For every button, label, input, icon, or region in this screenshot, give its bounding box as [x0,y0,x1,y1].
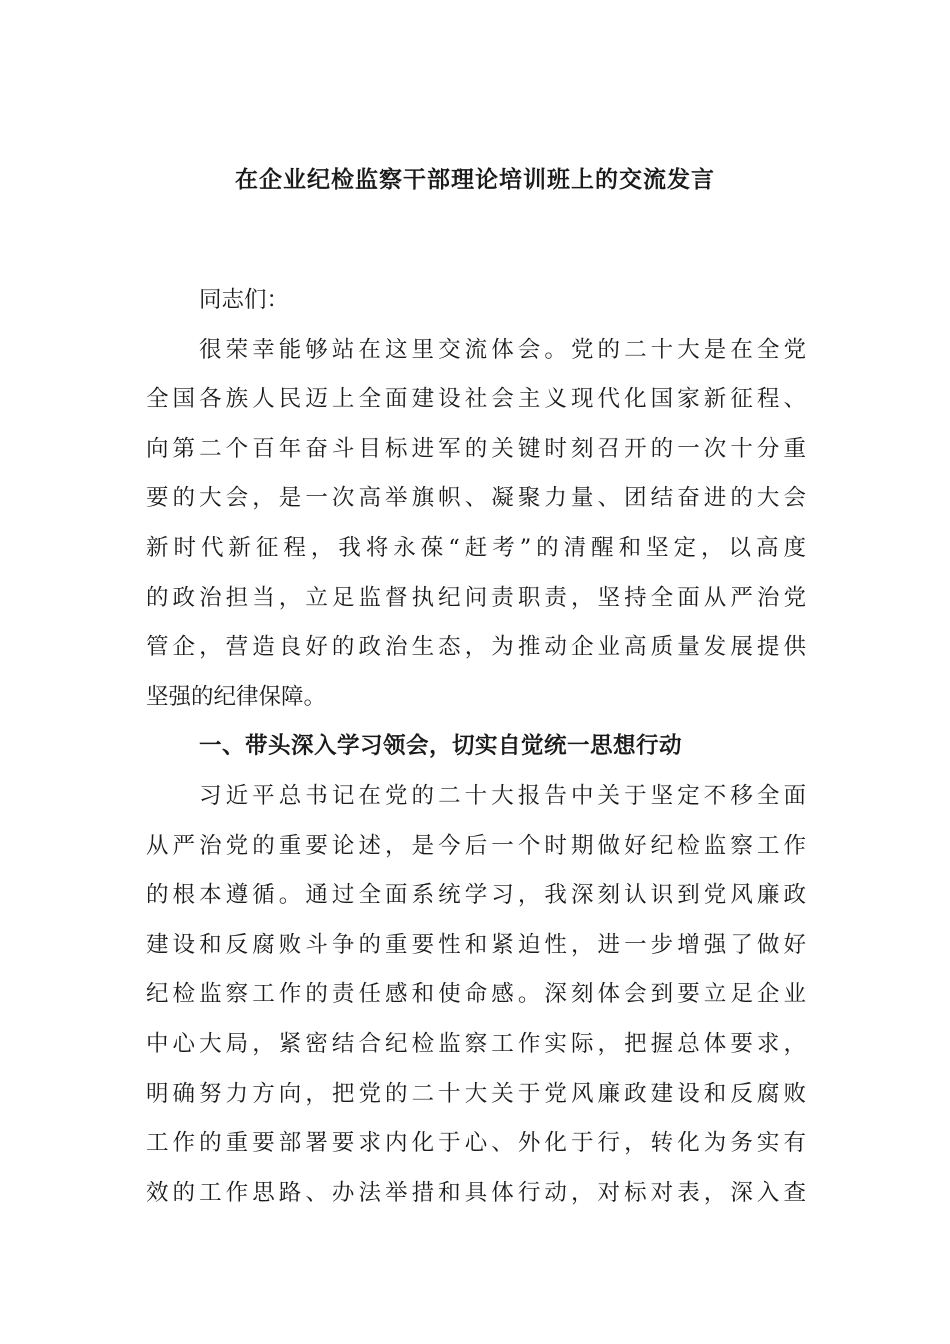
paragraph-line: 的根本遵循。通过全面系统学习，我深刻认识到党风廉政 [146,882,806,909]
paragraph-line: 坚强的纪律保障。 [146,683,327,710]
paragraph-line: 中心大局，紧密结合纪检监察工作实际，把握总体要求， [146,1030,806,1057]
paragraph-line: 管企，营造良好的政治生态，为推动企业高质量发展提供 [146,634,806,661]
paragraph-line: 从严治党的重要论述，是今后一个时期做好纪检监察工作 [146,832,806,859]
salutation: 同志们： [199,287,290,313]
paragraph-line: 习近平总书记在党的二十大报告中关于坚定不移全面 [199,782,806,809]
paragraph-line: 向第二个百年奋斗目标进军的关键时刻召开的一次十分重 [146,435,806,462]
paragraph-2 [146,772,806,1218]
paragraph-line: 建设和反腐败斗争的重要性和紧迫性，进一步增强了做好 [146,931,806,958]
paragraph-1 [146,326,806,723]
document-title: 在企业纪检监察干部理论培训班上的交流发言 [235,167,715,193]
paragraph-line: 效的工作思路、办法举措和具体行动，对标对表，深入查 [146,1179,806,1206]
paragraph-line: 要的大会，是一次高举旗帜、凝聚力量、团结奋进的大会 [146,485,806,512]
document-body [146,276,806,1218]
paragraph-line: 明确努力方向，把党的二十大关于党风廉政建设和反腐败 [146,1080,806,1107]
paragraph-line: 全国各族人民迈上全面建设社会主义现代化国家新征程、 [146,386,806,413]
paragraph-line: 纪检监察工作的责任感和使命感。深刻体会到要立足企业 [146,981,806,1008]
paragraph-line: 新时代新征程，我将永葆“赶考”的清醒和坚定，以高度 [146,534,806,561]
paragraph-line: 很荣幸能够站在这里交流体会。党的二十大是在全党 [199,336,806,363]
paragraph-line: 的政治担当，立足监督执纪问责职责，坚持全面从严治党 [146,584,806,611]
section-heading-1: 一、带头深入学习领会，切实自觉统一思想行动 [199,733,683,760]
paragraph-line: 工作的重要部署要求内化于心、外化于行，转化为务实有 [146,1130,806,1157]
